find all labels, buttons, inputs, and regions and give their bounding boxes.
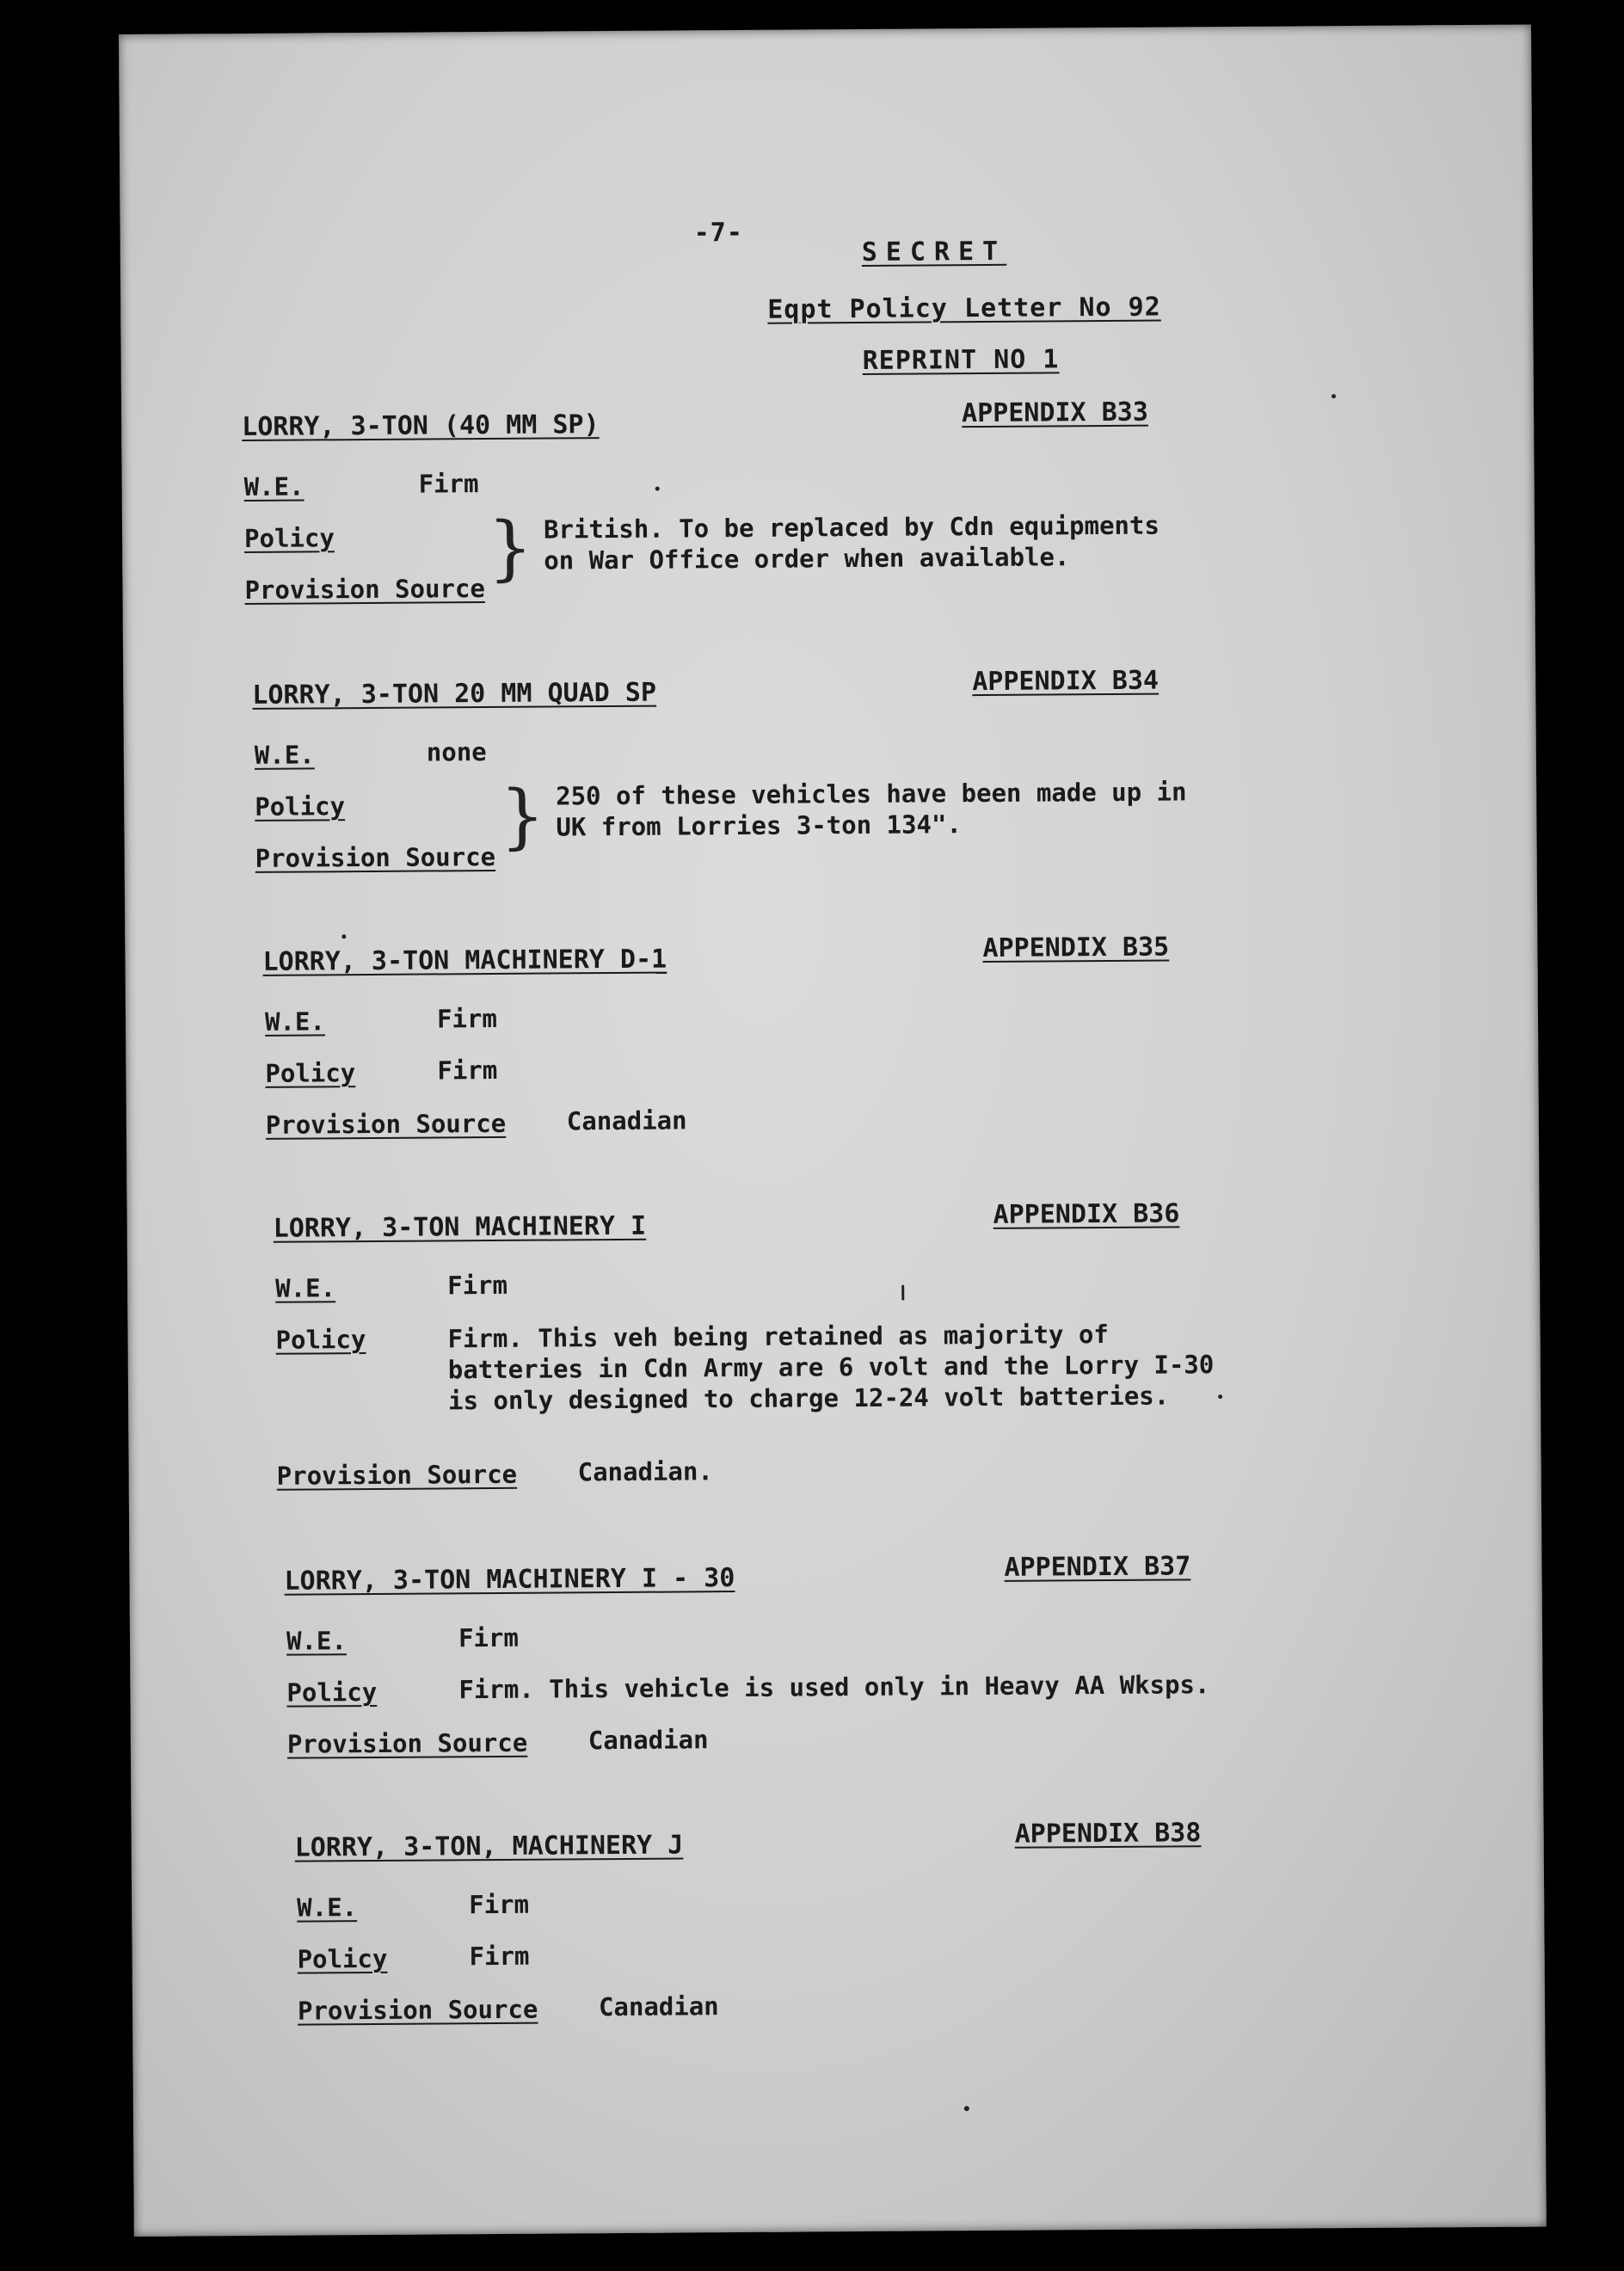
note-line-2: on War Office order when available. [544,542,1070,575]
appendix-label: APPENDIX B34 [972,665,1160,698]
policy-label: Policy [286,1677,378,1708]
section-title: LORRY, 3-TON, MACHINERY J [294,1830,684,1863]
scan-speck [964,2106,969,2111]
scan-speck [1332,394,1336,398]
we-label: W.E. [286,1626,348,1656]
document-page [119,25,1547,2237]
we-label: W.E. [254,740,315,770]
classification-marking: SECRET [861,236,1007,268]
scan-speck [341,934,346,939]
policy-value: Firm [437,1055,498,1086]
we-value: Firm [436,1003,497,1034]
section-title: LORRY, 3-TON MACHINERY I - 30 [284,1563,735,1597]
provision-source-label: Provision Source [244,574,485,605]
provision-source-value: Canadian [598,1991,719,2022]
we-value: Firm [447,1270,508,1301]
we-label: W.E. [243,471,304,502]
policy-label: Policy [297,1943,388,1974]
policy-label: Policy [265,1058,356,1088]
appendix-label: APPENDIX B35 [982,932,1170,964]
note-line-2: UK from Lorries 3-ton 134". [556,809,962,842]
we-value: Firm [469,1889,530,1920]
appendix-label: APPENDIX B33 [961,397,1148,429]
provision-source-label: Provision Source [255,841,496,873]
provision-source-label: Provision Source [276,1459,518,1491]
note-line-1: 250 of these vehicles have been made up in [556,777,1187,811]
section-title: LORRY, 3-TON (40 MM SP) [242,409,600,443]
section-title: LORRY, 3-TON MACHINERY I [273,1210,647,1244]
provision-source-label: Provision Source [286,1727,528,1759]
scan-speck [655,487,660,491]
note-line-1: British. To be replaced by Cdn equipments [543,510,1160,545]
section-title: LORRY, 3-TON MACHINERY D-1 [262,944,667,977]
policy-line-1: Firm. This veh being retained as majority of [447,1320,1109,1354]
we-value: none [426,737,487,767]
brace-icon: } [500,775,545,858]
policy-value: Firm [469,1941,530,1972]
appendix-label: APPENDIX B38 [1014,1818,1202,1849]
policy-label: Policy [275,1325,366,1355]
policy-line-2: batteries in Cdn Army are 6 volt and the Lorry I-30 [447,1350,1215,1385]
brace-icon: } [487,507,533,590]
appendix-label: APPENDIX B36 [993,1198,1180,1230]
we-value: Firm [458,1622,519,1653]
appendix-label: APPENDIX B37 [1004,1551,1191,1583]
provision-source-value: Canadian [587,1725,709,1756]
scan-speck [901,1285,904,1301]
we-label: W.E. [275,1273,336,1303]
we-label: W.E. [264,1006,325,1037]
policy-label: Policy [255,791,346,822]
reprint-number: REPRINT NO 1 [862,344,1060,376]
policy-label: Policy [243,523,335,553]
provision-source-label: Provision Source [297,1994,538,2026]
scan-speck [1218,1394,1222,1399]
policy-line-3: is only designed to charge 12-24 volt batteries. [447,1381,1170,1416]
provision-source-value: Canadian [566,1105,687,1136]
we-value: Firm [418,469,479,499]
provision-source-value: Canadian. [577,1456,713,1487]
letter-title: Eqpt Policy Letter No 92 [767,292,1161,325]
page-number: -7- [693,217,743,249]
policy-value: Firm. This vehicle is used only in Heavy AA Wksps. [458,1670,1210,1705]
section-title: LORRY, 3-TON 20 MM QUAD SP [252,677,657,711]
provision-source-label: Provision Source [265,1108,507,1140]
we-label: W.E. [297,1892,358,1923]
